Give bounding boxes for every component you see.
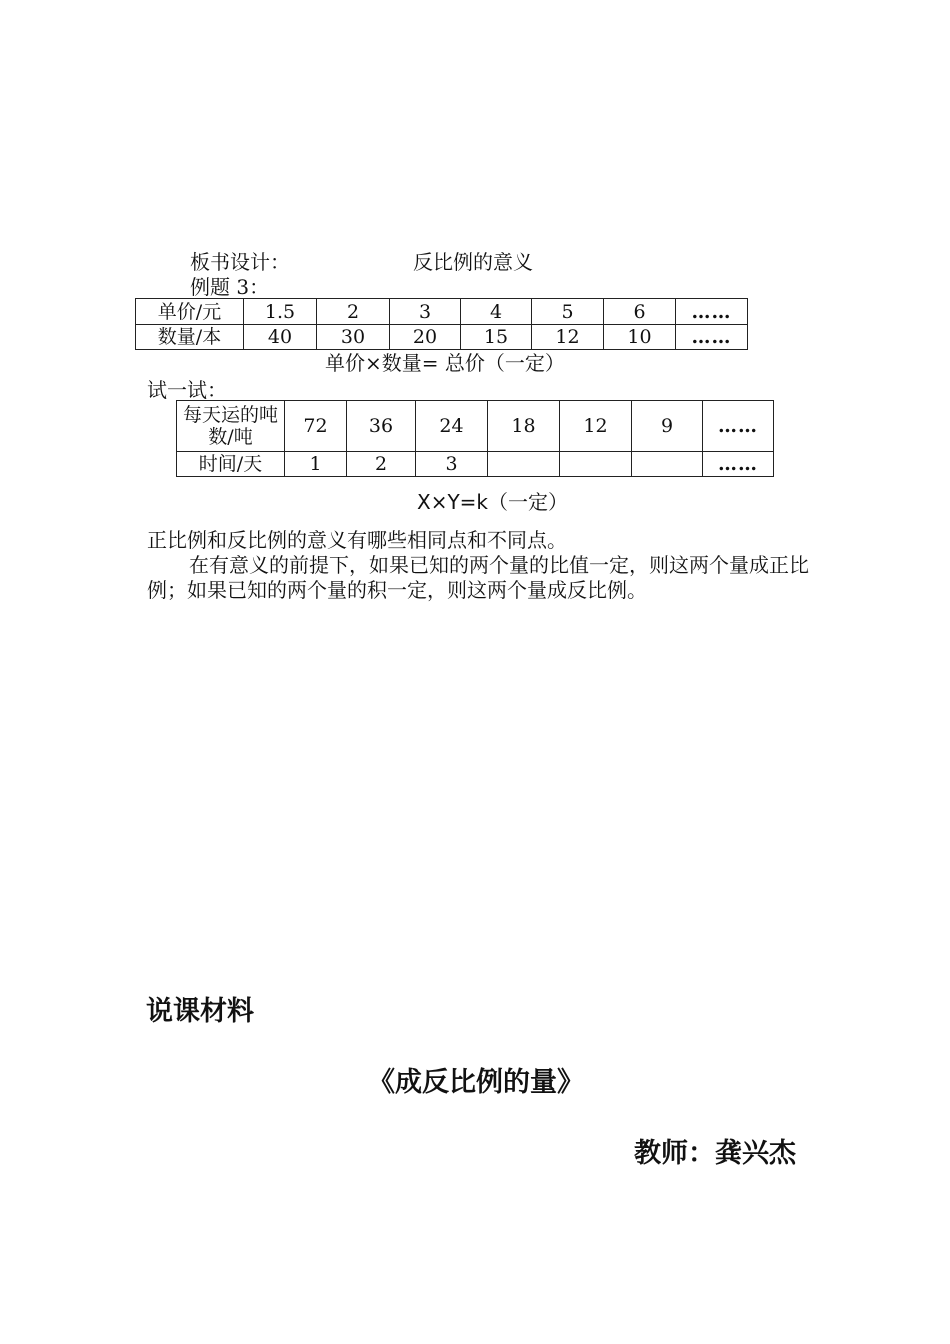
price-quantity-table	[135, 298, 748, 350]
table-cell: 单价/元	[136, 299, 244, 325]
table-cell: 3	[390, 299, 461, 325]
table-cell: 2	[347, 452, 416, 477]
try-label: 试一试：	[147, 378, 227, 402]
table-cell	[560, 452, 632, 477]
table-row	[177, 452, 774, 477]
table-cell: 2	[317, 299, 390, 325]
table-cell	[632, 452, 703, 477]
question-text: 正比例和反比例的意义有哪些相同点和不同点。	[147, 528, 567, 552]
table-cell: ……	[703, 452, 774, 477]
table-cell: 12	[560, 401, 632, 452]
section-heading: 说课材料	[146, 996, 254, 1027]
board-label: 板书设计：	[190, 250, 290, 274]
table-cell: 4	[461, 299, 532, 325]
table-cell: 1	[285, 452, 347, 477]
table-row	[136, 325, 748, 350]
table-cell: 每天运的吨数/吨	[177, 401, 285, 452]
board-title: 反比例的意义	[413, 250, 533, 274]
table-cell: 3	[416, 452, 488, 477]
table-cell: 9	[632, 401, 703, 452]
table-cell: 24	[416, 401, 488, 452]
example-label: 例题 3：	[190, 275, 270, 299]
table-row	[177, 401, 774, 452]
table-cell: 数量/本	[136, 325, 244, 350]
lesson-title: 《成反比例的量》	[368, 1067, 584, 1098]
table-row	[136, 299, 748, 325]
formula-xyk: X×Y=k（一定）	[417, 490, 569, 514]
table-cell: 15	[461, 325, 532, 350]
table-cell: 18	[488, 401, 560, 452]
table-cell	[488, 452, 560, 477]
table-cell: ……	[676, 299, 748, 325]
table-cell: 20	[390, 325, 461, 350]
transport-table	[176, 400, 774, 477]
table-cell: 1.5	[244, 299, 317, 325]
table-cell: 30	[317, 325, 390, 350]
answer-paragraph: 在有意义的前提下，如果已知的两个量的比值一定，则这两个量成正比例；如果已知的两个量的积一定，则这两个量成反比例。	[147, 553, 809, 602]
teacher-name: 教师：龚兴杰	[634, 1138, 796, 1169]
formula-price: 单价×数量= 总价（一定）	[325, 351, 565, 375]
table-cell: 72	[285, 401, 347, 452]
table-cell: 5	[532, 299, 604, 325]
table-cell: 36	[347, 401, 416, 452]
table-cell: 40	[244, 325, 317, 350]
table-cell: 时间/天	[177, 452, 285, 477]
table-cell: 6	[604, 299, 676, 325]
table-cell: 10	[604, 325, 676, 350]
table-cell: 12	[532, 325, 604, 350]
table-cell: ……	[703, 401, 774, 452]
table-cell: ……	[676, 325, 748, 350]
